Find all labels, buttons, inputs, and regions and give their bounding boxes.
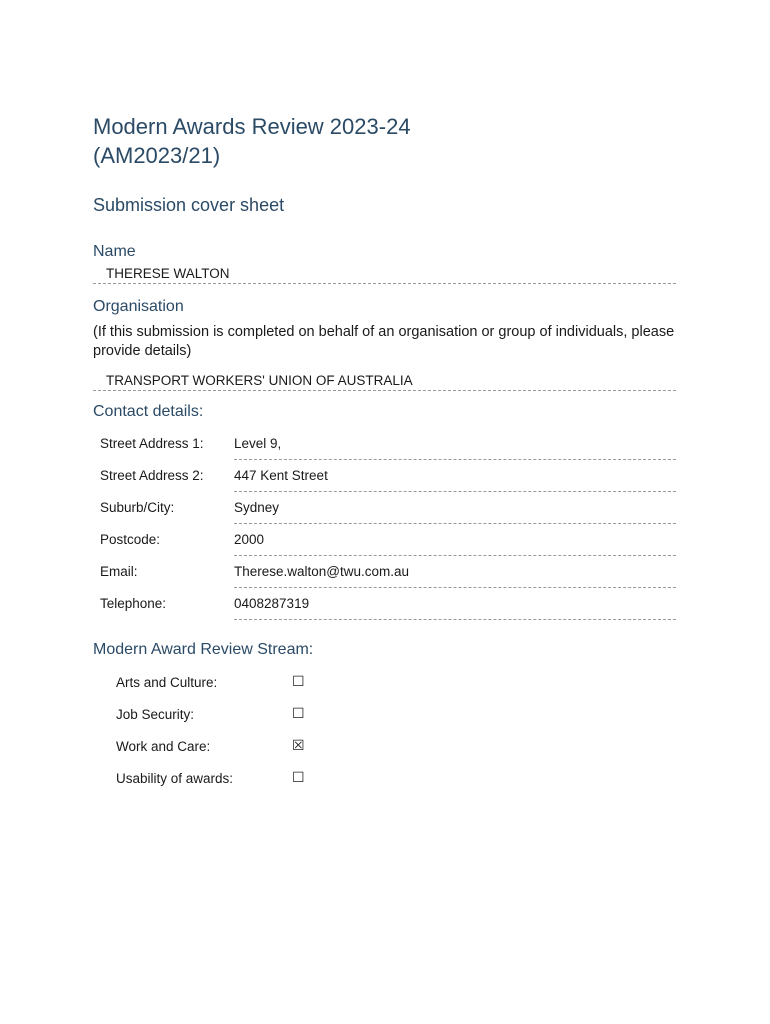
contact-section [93,402,676,620]
arts-and-culture-checkbox[interactable]: ☐ [292,674,305,690]
stream-label-job-security: Job Security: [116,706,195,722]
telephone-label: Telephone: [100,596,167,611]
contact-heading: Contact details: [93,403,204,420]
document-title-line1: Modern Awards Review 2023-24 [93,114,411,139]
document-title [93,112,676,170]
stream-section [93,640,676,794]
postcode-field[interactable]: 2000 [234,524,676,556]
stream-list [93,666,676,794]
organisation-section [93,297,676,391]
contact-row-suburb [93,492,676,524]
name-field[interactable]: THERESE WALTON [93,265,676,284]
street-address-2-field[interactable]: 447 Kent Street [234,460,676,492]
street-address-1-label: Street Address 1: [100,436,204,452]
stream-label-work-and-care: Work and Care: [116,738,211,754]
stream-item-arts-and-culture [93,666,676,698]
contact-row-postcode [93,524,676,556]
telephone-field[interactable]: 0408287319 [234,588,676,620]
email-field[interactable]: Therese.walton@twu.com.au [234,556,676,588]
job-security-checkbox[interactable]: ☐ [292,706,305,722]
street-address-1-field[interactable]: Level 9, [234,428,676,460]
street-address-2-label: Street Address 2: [100,468,204,483]
stream-item-usability-of-awards [93,762,676,794]
postcode-label: Postcode: [100,532,161,547]
contact-table [93,428,676,620]
stream-item-work-and-care [93,730,676,762]
cover-sheet [93,112,676,794]
suburb-city-field[interactable]: Sydney [234,492,676,524]
work-and-care-checkbox[interactable]: ☒ [292,738,305,754]
name-section [93,242,676,284]
organisation-note: (If this submission is completed on behalf of an organisation or group of individuals, please provide details) [93,324,675,359]
organisation-field[interactable]: TRANSPORT WORKERS' UNION OF AUSTRALIA [93,372,676,391]
contact-row-telephone [93,588,676,620]
name-heading: Name [93,243,136,260]
contact-row-street-1 [93,428,676,460]
usability-of-awards-checkbox[interactable]: ☐ [292,770,305,786]
stream-label-arts-and-culture: Arts and Culture: [116,674,218,690]
suburb-city-label: Suburb/City: [100,500,175,515]
email-label: Email: [100,564,138,579]
document-title-line2: (AM2023/21) [93,143,221,168]
organisation-heading: Organisation [93,298,184,315]
stream-item-job-security [93,698,676,730]
stream-label-usability-of-awards: Usability of awards: [116,770,234,786]
contact-row-email [93,556,676,588]
document-subtitle: Submission cover sheet [93,195,285,215]
contact-row-street-2 [93,460,676,492]
stream-heading: Modern Award Review Stream: [93,641,314,658]
